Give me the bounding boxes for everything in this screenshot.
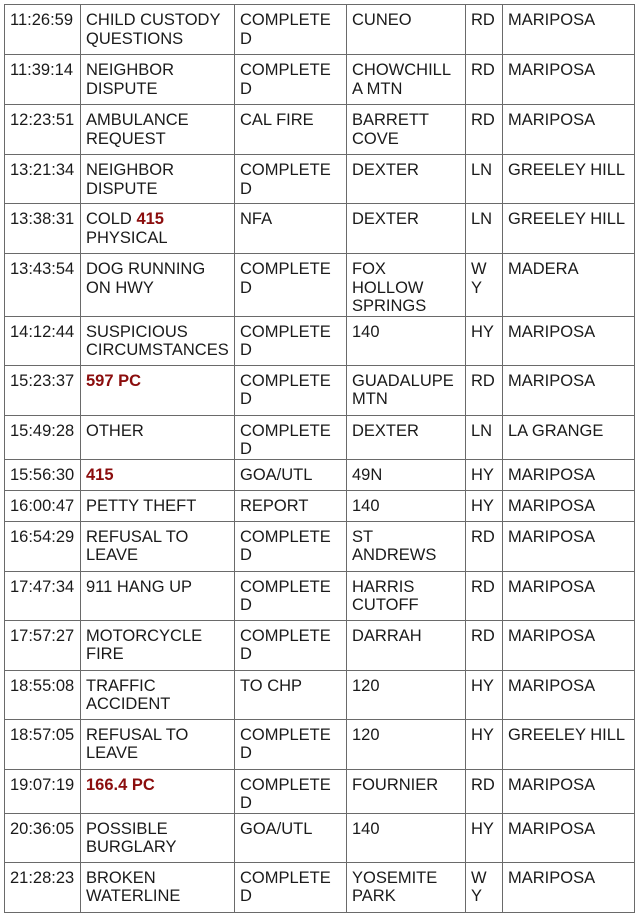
street-suffix-cell: HY — [466, 719, 503, 769]
street-suffix-cell: RD — [466, 571, 503, 620]
disposition-cell: COMPLETED — [235, 521, 347, 571]
call-type-text: CHILD CUSTODY QUESTIONS — [86, 11, 221, 48]
disposition-cell: REPORT — [235, 490, 347, 521]
call-log-body — [5, 5, 635, 913]
call-type-text: NEIGHBOR DISPUTE — [86, 61, 175, 98]
time-cell: 18:57:05 — [5, 719, 81, 769]
time-cell: 11:39:14 — [5, 55, 81, 105]
disposition-cell: GOA/UTL — [235, 813, 347, 862]
call-type-text: PETTY THEFT — [86, 496, 197, 515]
street-cell: DEXTER — [347, 415, 466, 459]
disposition-cell: COMPLETED — [235, 769, 347, 813]
street-suffix-cell: HY — [466, 490, 503, 521]
street-suffix-cell: RD — [466, 105, 503, 155]
time-cell: 18:55:08 — [5, 670, 81, 719]
time-cell: 13:43:54 — [5, 254, 81, 317]
street-cell: 140 — [347, 813, 466, 862]
table-row — [5, 620, 635, 670]
area-cell: MARIPOSA — [503, 55, 635, 105]
call-type-cell — [81, 521, 235, 571]
street-cell: YOSEMITE PARK — [347, 862, 466, 912]
street-cell: DARRAH — [347, 620, 466, 670]
table-row — [5, 415, 635, 459]
disposition-cell: NFA — [235, 204, 347, 254]
call-type-text: 911 HANG UP — [86, 577, 193, 596]
area-cell: MARIPOSA — [503, 620, 635, 670]
street-cell: 140 — [347, 316, 466, 365]
table-row — [5, 769, 635, 813]
time-cell: 13:21:34 — [5, 155, 81, 204]
table-row — [5, 719, 635, 769]
street-suffix-cell: RD — [466, 521, 503, 571]
call-type-cell — [81, 316, 235, 365]
area-cell: GREELEY HILL — [503, 155, 635, 204]
time-cell: 20:36:05 — [5, 813, 81, 862]
disposition-cell: COMPLETED — [235, 254, 347, 317]
penal-code-highlight: 415 — [86, 465, 114, 484]
area-cell: MARIPOSA — [503, 316, 635, 365]
call-type-text: BROKEN WATERLINE — [86, 868, 181, 905]
disposition-cell: COMPLETED — [235, 620, 347, 670]
street-suffix-cell: RD — [466, 620, 503, 670]
call-type-text: PHYSICAL — [86, 228, 168, 247]
table-row — [5, 5, 635, 55]
disposition-cell: COMPLETED — [235, 5, 347, 55]
street-suffix-cell: RD — [466, 365, 503, 415]
area-cell: GREELEY HILL — [503, 204, 635, 254]
street-cell: 120 — [347, 719, 466, 769]
time-cell: 12:23:51 — [5, 105, 81, 155]
table-row — [5, 155, 635, 204]
street-suffix-cell: HY — [466, 670, 503, 719]
call-type-cell — [81, 769, 235, 813]
time-cell: 14:12:44 — [5, 316, 81, 365]
table-row — [5, 862, 635, 912]
disposition-cell: COMPLETED — [235, 571, 347, 620]
disposition-cell: COMPLETED — [235, 55, 347, 105]
penal-code-highlight: 166.4 PC — [86, 775, 155, 794]
area-cell: MARIPOSA — [503, 769, 635, 813]
street-cell: 140 — [347, 490, 466, 521]
area-cell: MARIPOSA — [503, 571, 635, 620]
area-cell: GREELEY HILL — [503, 719, 635, 769]
street-cell: ST ANDREWS — [347, 521, 466, 571]
area-cell: MARIPOSA — [503, 813, 635, 862]
call-type-cell — [81, 490, 235, 521]
table-row — [5, 55, 635, 105]
time-cell: 15:49:28 — [5, 415, 81, 459]
street-suffix-cell: HY — [466, 459, 503, 490]
call-type-text: AMBULANCE REQUEST — [86, 111, 189, 148]
time-cell: 13:38:31 — [5, 204, 81, 254]
table-row — [5, 490, 635, 521]
call-type-text: POSSIBLE BURGLARY — [86, 819, 177, 856]
disposition-cell: COMPLETED — [235, 415, 347, 459]
disposition-cell: COMPLETED — [235, 316, 347, 365]
call-type-text: NEIGHBOR DISPUTE — [86, 161, 175, 198]
street-suffix-cell: LN — [466, 204, 503, 254]
disposition-cell: COMPLETED — [235, 365, 347, 415]
call-type-cell — [81, 620, 235, 670]
disposition-cell: CAL FIRE — [235, 105, 347, 155]
table-row — [5, 365, 635, 415]
area-cell: MADERA — [503, 254, 635, 317]
call-type-text: REFUSAL TO LEAVE — [86, 725, 189, 762]
street-suffix-cell: HY — [466, 316, 503, 365]
table-row — [5, 670, 635, 719]
call-type-cell — [81, 105, 235, 155]
street-cell: DEXTER — [347, 155, 466, 204]
table-row — [5, 571, 635, 620]
time-cell: 16:54:29 — [5, 521, 81, 571]
call-type-text: REFUSAL TO LEAVE — [86, 527, 189, 564]
penal-code-highlight: 597 PC — [86, 371, 142, 390]
table-row — [5, 254, 635, 317]
call-type-cell — [81, 254, 235, 317]
area-cell: MARIPOSA — [503, 5, 635, 55]
street-cell: DEXTER — [347, 204, 466, 254]
call-type-cell — [81, 5, 235, 55]
street-cell: CUNEO — [347, 5, 466, 55]
table-row — [5, 105, 635, 155]
call-type-text: TRAFFIC ACCIDENT — [86, 676, 171, 713]
street-suffix-cell: RD — [466, 5, 503, 55]
street-suffix-cell: HY — [466, 813, 503, 862]
call-type-cell — [81, 670, 235, 719]
area-cell: LA GRANGE — [503, 415, 635, 459]
table-row — [5, 316, 635, 365]
disposition-cell: COMPLETED — [235, 155, 347, 204]
street-suffix-cell: LN — [466, 415, 503, 459]
call-type-cell — [81, 719, 235, 769]
call-type-text: DOG RUNNING ON HWY — [86, 260, 206, 297]
call-type-cell — [81, 365, 235, 415]
time-cell: 15:23:37 — [5, 365, 81, 415]
call-type-text: COLD — [86, 210, 137, 228]
disposition-cell: GOA/UTL — [235, 459, 347, 490]
area-cell: MARIPOSA — [503, 521, 635, 571]
call-type-text: SUSPICIOUS CIRCUMSTANCES — [86, 322, 229, 359]
area-cell: MARIPOSA — [503, 862, 635, 912]
area-cell: MARIPOSA — [503, 365, 635, 415]
time-cell: 16:00:47 — [5, 490, 81, 521]
table-row — [5, 521, 635, 571]
street-cell: 120 — [347, 670, 466, 719]
time-cell: 17:47:34 — [5, 571, 81, 620]
area-cell: MARIPOSA — [503, 490, 635, 521]
time-cell: 19:07:19 — [5, 769, 81, 813]
call-type-text: MOTORCYCLE FIRE — [86, 626, 203, 663]
table-row — [5, 204, 635, 254]
time-cell: 15:56:30 — [5, 459, 81, 490]
call-type-cell — [81, 204, 235, 254]
time-cell: 21:28:23 — [5, 862, 81, 912]
street-suffix-cell: RD — [466, 769, 503, 813]
table-row — [5, 813, 635, 862]
disposition-cell: COMPLETED — [235, 719, 347, 769]
street-suffix-cell: WY — [466, 862, 503, 912]
table-row — [5, 459, 635, 490]
street-cell: 49N — [347, 459, 466, 490]
area-cell: MARIPOSA — [503, 105, 635, 155]
street-cell: GUADALUPE MTN — [347, 365, 466, 415]
call-type-cell — [81, 415, 235, 459]
call-type-cell — [81, 55, 235, 105]
street-suffix-cell: RD — [466, 55, 503, 105]
disposition-cell: TO CHP — [235, 670, 347, 719]
street-cell: FOX HOLLOW SPRINGS — [347, 254, 466, 317]
street-suffix-cell: WY — [466, 254, 503, 317]
disposition-cell: COMPLETED — [235, 862, 347, 912]
call-type-text: OTHER — [86, 421, 144, 440]
time-cell: 11:26:59 — [5, 5, 81, 55]
call-type-cell — [81, 862, 235, 912]
call-type-cell — [81, 155, 235, 204]
call-type-cell — [81, 459, 235, 490]
call-type-cell — [81, 571, 235, 620]
street-cell: CHOWCHILLA MTN — [347, 55, 466, 105]
street-cell: FOURNIER — [347, 769, 466, 813]
call-log-table — [4, 4, 635, 913]
time-cell: 17:57:27 — [5, 620, 81, 670]
penal-code-highlight: 415 — [136, 210, 164, 228]
street-cell: BARRETT COVE — [347, 105, 466, 155]
street-suffix-cell: LN — [466, 155, 503, 204]
call-type-cell — [81, 813, 235, 862]
area-cell: MARIPOSA — [503, 459, 635, 490]
area-cell: MARIPOSA — [503, 670, 635, 719]
street-cell: HARRIS CUTOFF — [347, 571, 466, 620]
